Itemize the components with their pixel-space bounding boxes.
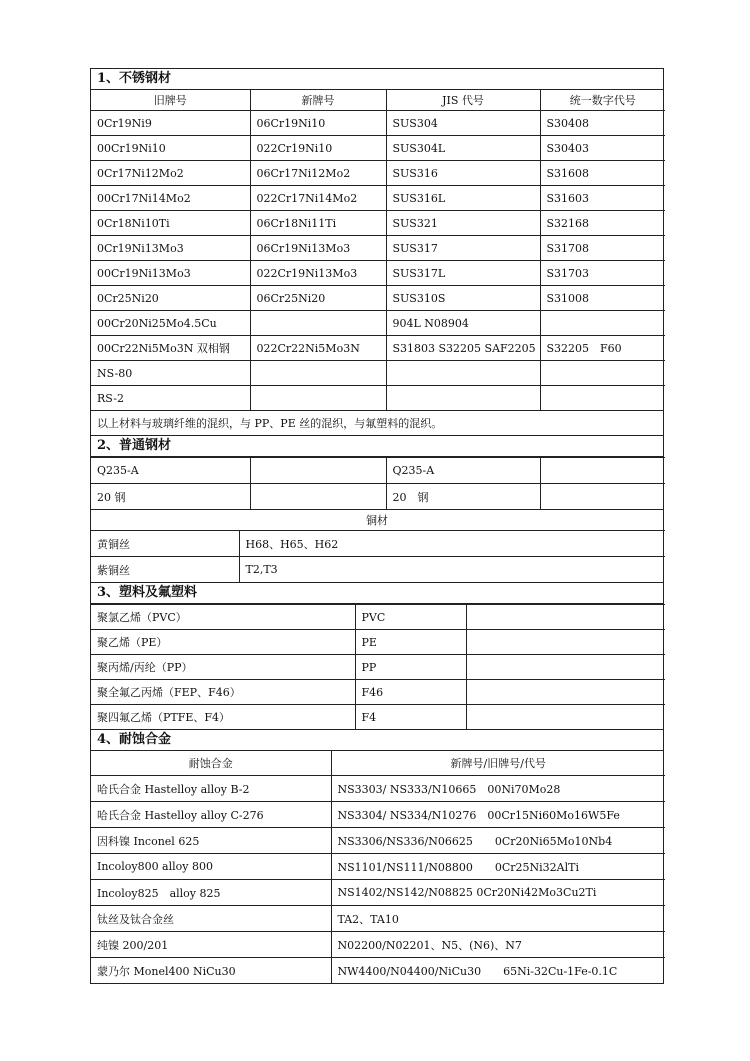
- header-row: [91, 90, 665, 111]
- table-cell: [466, 680, 665, 705]
- column-header: 统一数字代号: [540, 90, 665, 111]
- copper-caption-row: [91, 510, 663, 531]
- plastics-table: [91, 604, 665, 729]
- table-row: [91, 186, 665, 211]
- header-row: [91, 751, 665, 776]
- table-row: [91, 680, 665, 705]
- table-cell: 06Cr19Ni13Mo3: [250, 236, 386, 261]
- alloys-table: [91, 751, 665, 983]
- table-cell: SUS317L: [386, 261, 540, 286]
- table-row: [91, 484, 665, 510]
- table-row: [91, 236, 665, 261]
- table-cell: 20 钢: [386, 484, 540, 510]
- table-cell: NS-80: [91, 361, 250, 386]
- table-cell: S31608: [540, 161, 665, 186]
- copper-caption-table: [91, 509, 663, 530]
- table-cell: [540, 361, 665, 386]
- column-header: 新牌号/旧牌号/代号: [331, 751, 665, 776]
- table-cell: 00Cr17Ni14Mo2: [91, 186, 250, 211]
- table-row: [91, 605, 665, 630]
- section-title: 3、塑料及氟塑料: [91, 583, 663, 604]
- table-cell: H68、H65、H62: [239, 531, 665, 557]
- table-cell: 20 钢: [91, 484, 250, 510]
- table-cell: [540, 458, 665, 484]
- table-row: [91, 531, 665, 557]
- stainless-section: [91, 69, 663, 435]
- table-cell: 哈氏合金 Hastelloy alloy C-276: [91, 802, 331, 828]
- table-cell: S30403: [540, 136, 665, 161]
- table-cell: [540, 386, 665, 411]
- table-row: [91, 136, 665, 161]
- ordinary-section: [91, 435, 663, 582]
- stainless-note-table: [91, 410, 663, 435]
- table-row: [91, 336, 665, 361]
- table-cell: 聚全氟乙丙烯（FEP、F46）: [91, 680, 355, 705]
- plastics-section: [91, 582, 663, 729]
- table-cell: 022Cr19Ni13Mo3: [250, 261, 386, 286]
- table-cell: SUS310S: [386, 286, 540, 311]
- table-cell: 蒙乃尔 Monel400 NiCu30: [91, 958, 331, 984]
- table-cell: N02200/N02201、N5、(N6)、N7: [331, 932, 665, 958]
- table-cell: [466, 630, 665, 655]
- table-cell: NW4400/N04400/NiCu30 65Ni-32Cu-1Fe-0.1C: [331, 958, 665, 984]
- table-cell: Q235-A: [91, 458, 250, 484]
- table-cell: SUS316: [386, 161, 540, 186]
- table-row: [91, 630, 665, 655]
- table-cell: NS1101/NS111/N08800 0Cr25Ni32AlTi: [331, 854, 665, 880]
- table-cell: 022Cr22Ni5Mo3N: [250, 336, 386, 361]
- table-cell: 00Cr22Ni5Mo3N 双相钢: [91, 336, 250, 361]
- table-row: [91, 111, 665, 136]
- table-row: [91, 958, 665, 984]
- table-cell: SUS316L: [386, 186, 540, 211]
- table-row: [91, 906, 665, 932]
- table-cell: [250, 361, 386, 386]
- table-cell: 0Cr18Ni10Ti: [91, 211, 250, 236]
- table-cell: 0Cr19Ni13Mo3: [91, 236, 250, 261]
- table-row: [91, 705, 665, 730]
- table-cell: NS3304/ NS334/N10276 00Cr15Ni60Mo16W5Fe: [331, 802, 665, 828]
- table-cell: S31708: [540, 236, 665, 261]
- table-cell: NS1402/NS142/N08825 0Cr20Ni42Mo3Cu2Ti: [331, 880, 665, 906]
- table-cell: S32168: [540, 211, 665, 236]
- section-title: 1、不锈钢材: [91, 69, 663, 90]
- table-row: [91, 311, 665, 336]
- table-cell: 纯镍 200/201: [91, 932, 331, 958]
- table-cell: 紫铜丝: [91, 557, 239, 583]
- table-cell: 06Cr17Ni12Mo2: [250, 161, 386, 186]
- table-cell: [250, 386, 386, 411]
- table-cell: 聚四氟乙烯（PTFE、F4）: [91, 705, 355, 730]
- table-cell: [250, 484, 386, 510]
- table-cell: [386, 386, 540, 411]
- table-cell: Q235-A: [386, 458, 540, 484]
- table-cell: PVC: [355, 605, 466, 630]
- table-cell: 0Cr17Ni12Mo2: [91, 161, 250, 186]
- table-cell: 06Cr18Ni11Ti: [250, 211, 386, 236]
- note-text: 以上材料与玻璃纤维的混织，与 PP、PE 丝的混织，与氟塑料的混织。: [91, 411, 663, 436]
- table-cell: 00Cr20Ni25Mo4.5Cu: [91, 311, 250, 336]
- material-sheet: [90, 68, 664, 984]
- table-row: [91, 386, 665, 411]
- table-cell: [540, 311, 665, 336]
- table-cell: 022Cr17Ni14Mo2: [250, 186, 386, 211]
- table-cell: 聚丙烯/丙纶（PP）: [91, 655, 355, 680]
- table-cell: S30408: [540, 111, 665, 136]
- table-cell: F4: [355, 705, 466, 730]
- table-cell: [250, 311, 386, 336]
- table-row: [91, 802, 665, 828]
- table-cell: T2,T3: [239, 557, 665, 583]
- table-cell: 哈氏合金 Hastelloy alloy B-2: [91, 776, 331, 802]
- table-row: [91, 211, 665, 236]
- table-row: [91, 655, 665, 680]
- table-cell: NS3303/ NS333/N10665 00Ni70Mo28: [331, 776, 665, 802]
- table-cell: SUS304: [386, 111, 540, 136]
- table-cell: F46: [355, 680, 466, 705]
- table-cell: S31008: [540, 286, 665, 311]
- table-row: [91, 932, 665, 958]
- table-cell: 因科镍 Inconel 625: [91, 828, 331, 854]
- table-row: [91, 776, 665, 802]
- table-cell: 904L N08904: [386, 311, 540, 336]
- section-title: 4、耐蚀合金: [91, 730, 663, 751]
- column-header: 新牌号: [250, 90, 386, 111]
- table-cell: RS-2: [91, 386, 250, 411]
- column-header: 耐蚀合金: [91, 751, 331, 776]
- table-cell: S31703: [540, 261, 665, 286]
- table-row: [91, 261, 665, 286]
- table-cell: 0Cr19Ni9: [91, 111, 250, 136]
- ordinary-table: [91, 457, 665, 509]
- table-cell: S31803 S32205 SAF2205: [386, 336, 540, 361]
- table-cell: S31603: [540, 186, 665, 211]
- table-cell: 聚氯乙烯（PVC）: [91, 605, 355, 630]
- table-cell: [250, 458, 386, 484]
- table-cell: SUS321: [386, 211, 540, 236]
- table-row: [91, 361, 665, 386]
- copper-caption: 铜材: [91, 510, 663, 531]
- table-cell: [466, 655, 665, 680]
- table-cell: NS3306/NS336/N06625 0Cr20Ni65Mo10Nb4: [331, 828, 665, 854]
- table-row: [91, 161, 665, 186]
- table-row: [91, 286, 665, 311]
- table-cell: PP: [355, 655, 466, 680]
- table-cell: [466, 705, 665, 730]
- table-cell: 0Cr25Ni20: [91, 286, 250, 311]
- table-row: [91, 854, 665, 880]
- column-header: 旧牌号: [91, 90, 250, 111]
- table-cell: 聚乙烯（PE）: [91, 630, 355, 655]
- table-cell: 022Cr19Ni10: [250, 136, 386, 161]
- table-cell: 06Cr25Ni20: [250, 286, 386, 311]
- table-cell: 00Cr19Ni13Mo3: [91, 261, 250, 286]
- table-cell: 钛丝及钛合金丝: [91, 906, 331, 932]
- table-cell: [466, 605, 665, 630]
- table-cell: Incoloy800 alloy 800: [91, 854, 331, 880]
- table-cell: PE: [355, 630, 466, 655]
- table-cell: 黄铜丝: [91, 531, 239, 557]
- note-row: [91, 411, 663, 436]
- table-cell: [386, 361, 540, 386]
- copper-table: [91, 530, 665, 582]
- table-cell: SUS304L: [386, 136, 540, 161]
- table-cell: 06Cr19Ni10: [250, 111, 386, 136]
- table-row: [91, 828, 665, 854]
- table-cell: [540, 484, 665, 510]
- table-cell: 00Cr19Ni10: [91, 136, 250, 161]
- section-title: 2、普通钢材: [91, 436, 663, 457]
- table-cell: S32205 F60: [540, 336, 665, 361]
- table-row: [91, 458, 665, 484]
- table-cell: TA2、TA10: [331, 906, 665, 932]
- table-row: [91, 880, 665, 906]
- table-cell: Incoloy825 alloy 825: [91, 880, 331, 906]
- alloys-section: [91, 729, 663, 983]
- stainless-table: [91, 90, 665, 410]
- table-row: [91, 557, 665, 583]
- table-cell: SUS317: [386, 236, 540, 261]
- column-header: JIS 代号: [386, 90, 540, 111]
